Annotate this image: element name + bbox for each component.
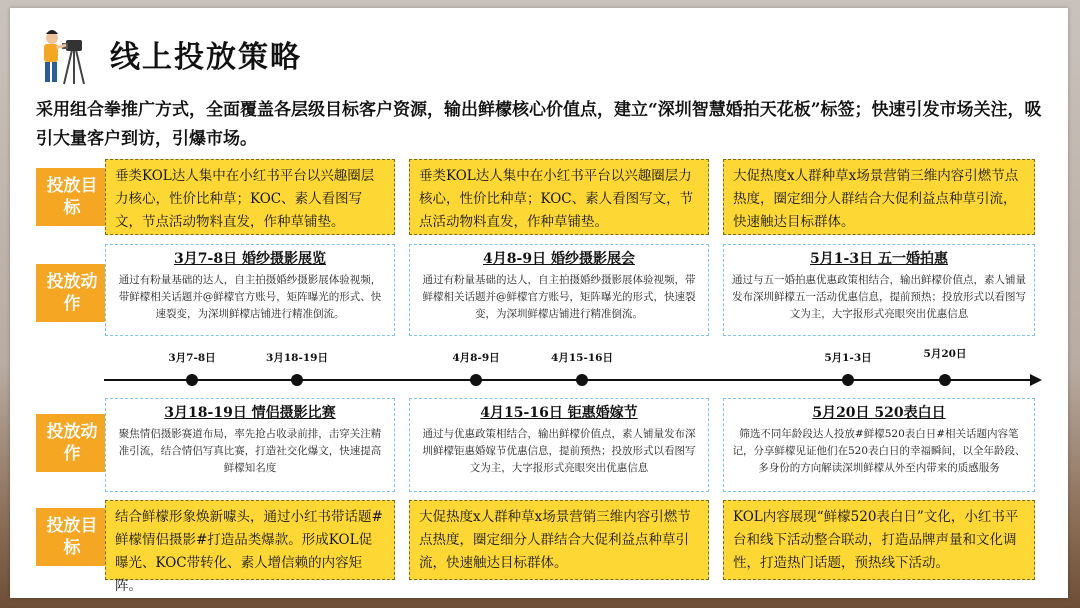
bottom-event-2	[409, 398, 709, 492]
bottom-target-3: KOL内容展现“鲜檬520表白日”文化，小红书平台和线下活动整合联动，打造品牌声量和文化调性，打造热门话题，预热线下活动。	[723, 500, 1035, 580]
label-action-top: 投放动作	[36, 264, 108, 322]
event-desc: 通过有粉量基础的达人，自主拍摄婚纱摄影展体验视频，带鲜檬相关话题并@鲜檬官方账号，矩阵曝光的形式、快速裂变，为深圳鲜檬店铺进行精准倒流。	[118, 274, 382, 320]
event-title: 3月7-8日 婚纱摄影展览	[174, 251, 326, 267]
event-title: 4月15-16日 钜惠婚嫁节	[480, 405, 638, 421]
bottom-event-1	[105, 398, 395, 492]
timeline-dot	[576, 374, 588, 386]
label-target-top: 投放目标	[36, 168, 108, 226]
event-desc: 聚焦情侣摄影赛道布局，率先抢占收录前排，击穿关注精准引流，结合情侣写真比赛，打造社交化爆文，快速提高鲜檬知名度	[118, 428, 382, 474]
bottom-target-2: 大促热度x人群种草x场景营销三维内容引燃节点热度，圈定细分人群结合大促利益点种草引流，快速触达目标群体。	[409, 500, 709, 580]
timeline-dot	[842, 374, 854, 386]
event-title: 5月1-3日 五一婚拍惠	[810, 251, 948, 267]
bottom-event-3	[723, 398, 1035, 492]
bottom-target-1: 结合鲜檬形象焕新噱头，通过小红书带话题#鲜檬情侣摄影#打造品类爆款。形成KOL促曝光、KOC带转化、素人增信赖的内容矩阵。	[105, 500, 395, 580]
intro-paragraph: 采用组合拳推广方式，全面覆盖各层级目标客户资源，输出鲜檬核心价值点，建立“深圳智慧婚拍天花板”标签；快速引发市场关注，吸引大量客户到访，引爆市场。	[36, 100, 1042, 149]
page-title: 线上投放策略	[110, 40, 302, 75]
event-desc: 筛选不同年龄段达人投放#鲜檬520表白日#相关话题内容笔记，分享鲜檬见证他们在520表白日的幸福瞬间，以全年龄段、多身份的方向解读深圳鲜檬从外至内带来的质感服务	[732, 428, 1026, 474]
timeline-dot	[470, 374, 482, 386]
timeline-dot	[939, 374, 951, 386]
timeline-date: 3月7-8日	[168, 352, 216, 364]
timeline-date: 4月8-9日	[452, 352, 500, 364]
timeline-date: 3月18-19日	[266, 352, 328, 364]
timeline-dot	[186, 374, 198, 386]
event-desc: 通过有粉量基础的达人，自主拍摄婚纱摄影展体验视频，带鲜檬相关话题并@鲜檬官方账号，矩阵曝光的形式，快速裂变，为深圳鲜檬店铺进行精准倒流。	[422, 274, 696, 320]
top-event-1	[105, 244, 395, 336]
event-title: 5月20日 520表白日	[812, 405, 946, 421]
label-action-bottom: 投放动作	[36, 414, 108, 472]
top-event-2	[409, 244, 709, 336]
timeline	[104, 348, 1044, 403]
photographer-icon	[32, 20, 88, 86]
event-title: 4月8-9日 婚纱摄影展会	[483, 251, 635, 267]
timeline-arrow	[104, 363, 1044, 403]
event-title: 3月18-19日 情侣摄影比赛	[164, 405, 336, 421]
label-target-bottom: 投放目标	[36, 508, 108, 566]
top-target-1: 垂类KOL达人集中在小红书平台以兴趣圈层力核心，性价比种草；KOC、素人看图写文，节点活动物料直发，作种草铺垫。	[105, 159, 395, 235]
timeline-dot	[291, 374, 303, 386]
slide	[10, 8, 1068, 598]
event-desc: 通过与五一婚拍惠优惠政策相结合，输出鲜檬价值点，素人铺量发布深圳鲜檬五一活动优惠信息，提前预热；投放形式以看图写文为主，大字报形式亮眼突出优惠信息	[732, 274, 1026, 320]
top-target-3: 大促热度x人群种草x场景营销三维内容引燃节点热度，圈定细分人群结合大促利益点种草引流，快速触达目标群体。	[723, 159, 1035, 235]
timeline-date: 5月20日	[923, 348, 967, 360]
timeline-date: 4月15-16日	[551, 352, 613, 364]
event-desc: 通过与优惠政策相结合，输出鲜檬价值点，素人铺量发布深圳鲜檬钜惠婚嫁节优惠信息，提前预热；投放形式以看图写文为主，大字报形式亮眼突出优惠信息	[422, 428, 696, 474]
top-target-2: 垂类KOL达人集中在小红书平台以兴趣圈层力核心，性价比种草；KOC、素人看图写文，节点活动物料直发，作种草铺垫。	[409, 159, 709, 235]
timeline-date: 5月1-3日	[824, 352, 872, 364]
top-event-3	[723, 244, 1035, 336]
